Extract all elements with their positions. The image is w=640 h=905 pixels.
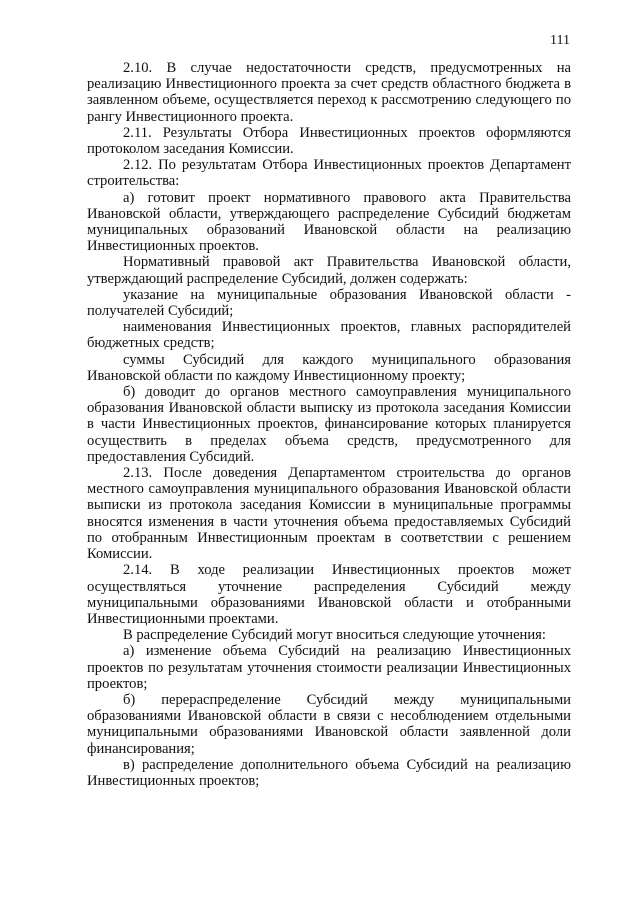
paragraph-2-12-a: а) готовит проект нормативного правового акта Правительства Ивановской области, утверждающего распределение Субсидий бюджетам муниципальных образований Ивановской области на реализацию Инвестиционных проектов. xyxy=(87,189,571,255)
paragraph-legal-act: Нормативный правовой акт Правительства Ивановской области, утверждающий распределение Субсидий, должен содержать: xyxy=(87,254,571,287)
paragraph-clarifications: В распределение Субсидий могут вноситься следующие уточнения: xyxy=(123,627,546,644)
list-item-clarification-a: а) изменение объема Субсидий на реализацию Инвестиционных проектов по результатам уточнения стоимости реализации Инвестиционных проектов; xyxy=(87,643,571,692)
list-item-recipients: указание на муниципальные образования Ивановской области - получателей Субсидий; xyxy=(87,286,571,320)
list-item-clarification-c: в) распределение дополнительного объема Субсидий на реализацию Инвестиционных проектов; xyxy=(87,756,571,789)
paragraph-2-13: 2.13. После доведения Департаментом строительства до органов местного самоуправления муниципального образования Ивановской области выписки из протокола заседания Комиссии в муниципальные программы вносятся изменения в части уточнения объема предоставляемых Субсидий по отобранным Инвестиционным проектам в соответствии с решением Комиссии. xyxy=(87,465,571,563)
paragraph-2-11: 2.11. Результаты Отбора Инвестиционных проектов оформляются протоколом заседания Комиссии. xyxy=(87,124,571,158)
list-item-clarification-b: б) перераспределение Субсидий между муниципальными образованиями Ивановской области в связи с несоблюдением отдельными муниципальными образованиями Ивановской области заявленной доли финансирования; xyxy=(87,691,571,757)
paragraph-2-12: 2.12. По результатам Отбора Инвестиционных проектов Департамент строительства: xyxy=(87,157,571,190)
page-number: 111 xyxy=(550,33,570,48)
document-body xyxy=(87,60,571,789)
paragraph-2-10: 2.10. В случае недостаточности средств, предусмотренных на реализацию Инвестиционного проекта за счет средств областного бюджета в заявленном объеме, осуществляется переход к рассмотрению следующего по рангу Инвестиционного проекта. xyxy=(87,60,571,125)
paragraph-2-12-b: б) доводит до органов местного самоуправления муниципального образования Ивановской области выписку из протокола заседания Комиссии в части Инвестиционных проектов, финансирование которых планируется осуществить в пределах объема средств, предусмотренного для предоставления Субсидий. xyxy=(87,384,571,465)
list-item-subsidy-amounts: суммы Субсидий для каждого муниципального образования Ивановской области по каждому Инвестиционному проекту; xyxy=(87,351,571,384)
list-item-project-names: наименования Инвестиционных проектов, главных распорядителей бюджетных средств; xyxy=(87,319,571,352)
paragraph-2-14: 2.14. В ходе реализации Инвестиционных проектов может осуществляться уточнение распределения Субсидий между муниципальными образованиями Ивановской области и отобранными Инвестиционными проектами. xyxy=(87,562,571,627)
